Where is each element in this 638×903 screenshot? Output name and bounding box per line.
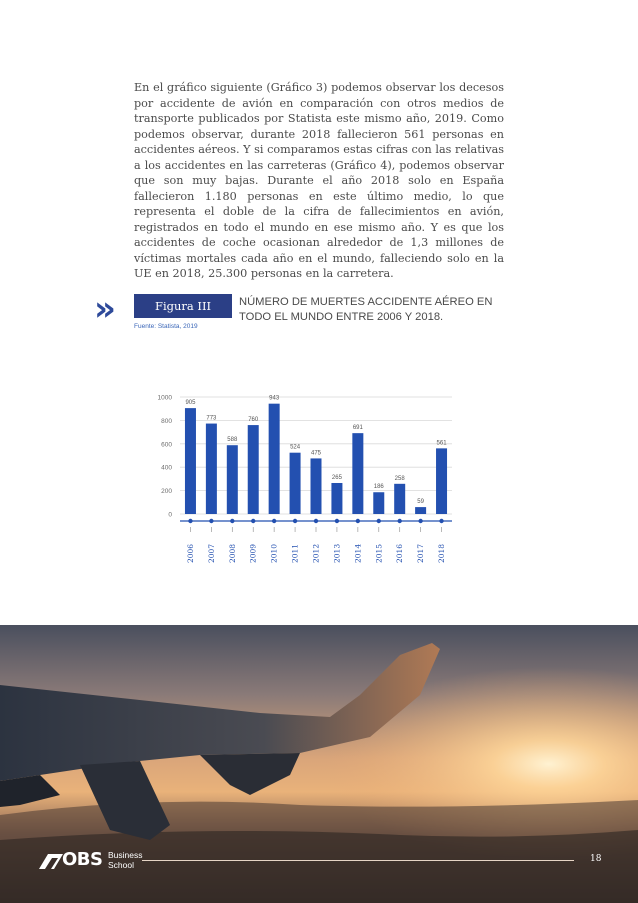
data-label: 524	[290, 444, 301, 451]
x-tick-label: 2007	[206, 543, 216, 563]
axis-marker	[230, 519, 234, 523]
bar	[373, 492, 384, 514]
bar	[415, 507, 426, 514]
figure-title: NÚMERO DE MUERTES ACCIDENTE AÉREO EN TODO EL MUNDO ENTRE 2006 Y 2018.	[239, 296, 493, 323]
bar	[331, 483, 342, 514]
footer-rule	[142, 860, 574, 861]
logo-subtitle-line-2: School	[108, 859, 134, 870]
axis-marker	[209, 519, 213, 523]
y-tick-label: 800	[161, 417, 172, 425]
bar	[185, 408, 196, 514]
figure-source: Fuente: Statista, 2019	[134, 323, 198, 330]
data-label: 943	[269, 395, 280, 402]
data-label: 186	[373, 484, 384, 491]
x-tick-label: 2006	[185, 543, 195, 563]
x-tick-label: 2008	[227, 543, 237, 563]
x-tick-label: 2011	[290, 543, 300, 563]
data-label: 258	[394, 475, 405, 482]
bar	[227, 445, 238, 514]
x-tick-label: 2012	[311, 543, 321, 563]
data-label: 773	[206, 415, 217, 422]
chevron-icon: »	[94, 289, 110, 329]
data-label: 905	[185, 400, 196, 407]
bar	[290, 453, 301, 514]
axis-marker	[335, 519, 339, 523]
bar	[248, 425, 259, 514]
axis-marker	[272, 519, 276, 523]
axis-marker	[314, 519, 318, 523]
bar	[269, 404, 280, 514]
bar	[394, 484, 405, 514]
axis-marker	[293, 519, 297, 523]
chart-y-ticks	[158, 395, 173, 519]
data-label: 475	[310, 450, 322, 457]
axis-marker	[418, 519, 422, 523]
page-number: 18	[590, 854, 602, 864]
y-tick-label: 200	[161, 488, 172, 496]
obs-logo	[38, 849, 143, 873]
x-tick-label: 2017	[416, 543, 426, 563]
data-label: 265	[331, 474, 342, 481]
chart-x-axis	[180, 519, 452, 532]
data-label: 588	[227, 437, 238, 444]
axis-marker	[377, 519, 381, 523]
x-tick-label: 2009	[248, 543, 258, 563]
axis-marker	[439, 519, 443, 523]
x-tick-label: 2013	[332, 543, 342, 563]
x-tick-label: 2010	[269, 543, 279, 563]
chart-x-labels	[186, 544, 446, 563]
y-tick-label: 1000	[157, 394, 172, 402]
y-tick-label: 600	[161, 441, 172, 449]
figure-badge: Figura III	[134, 294, 232, 318]
x-tick-label: 2014	[353, 543, 363, 563]
y-tick-label: 400	[161, 464, 172, 472]
x-tick-label: 2018	[437, 543, 447, 563]
bar	[352, 433, 363, 514]
logo-subtitle	[108, 851, 143, 870]
obs-logo-mark-icon	[38, 853, 64, 870]
data-label: 561	[436, 440, 447, 447]
data-label: 59	[417, 499, 424, 506]
y-tick-label: 0	[168, 511, 172, 519]
chart-bars	[185, 396, 447, 514]
bar	[311, 458, 322, 514]
axis-marker	[356, 519, 360, 523]
axis-marker	[397, 519, 401, 523]
x-tick-label: 2015	[374, 543, 384, 563]
x-tick-label: 2016	[395, 543, 405, 563]
data-label: 760	[248, 417, 259, 424]
axis-marker	[251, 519, 255, 523]
data-label: 691	[352, 425, 363, 432]
logo-subtitle-line-1: Business	[108, 850, 143, 860]
logo-text: OBS	[62, 849, 103, 870]
axis-marker	[188, 519, 192, 523]
bar	[206, 424, 217, 514]
bar	[436, 448, 447, 514]
body-paragraph: En el gráfico siguiente (Gráfico 3) podemos observar los decesos por accidente de avión en comparación con otros medios de transporte publicados por Statista este mismo año, 2019. Como podemos observar, durante 2018 fallecieron 561 personas en accidentes aéreos. Y si comparamos estas cifras con las relativas a los accidentes en las carreteras (Gráfico 4), podemos observar que son muy bajas. Durante el año 2018 solo en España fallecieron 1.180 personas en este último medio, lo que representa el doble de la cifra de fallecimientos en avión, registrados en todo el mundo en ese mismo año. Y es que los accidentes de coche ocasionan alrededor de 1,3 millones de víctimas mortales cada año en el mundo, falleciendo solo en la UE en 2018, 25.300 personas en la carretera.	[134, 81, 504, 280]
